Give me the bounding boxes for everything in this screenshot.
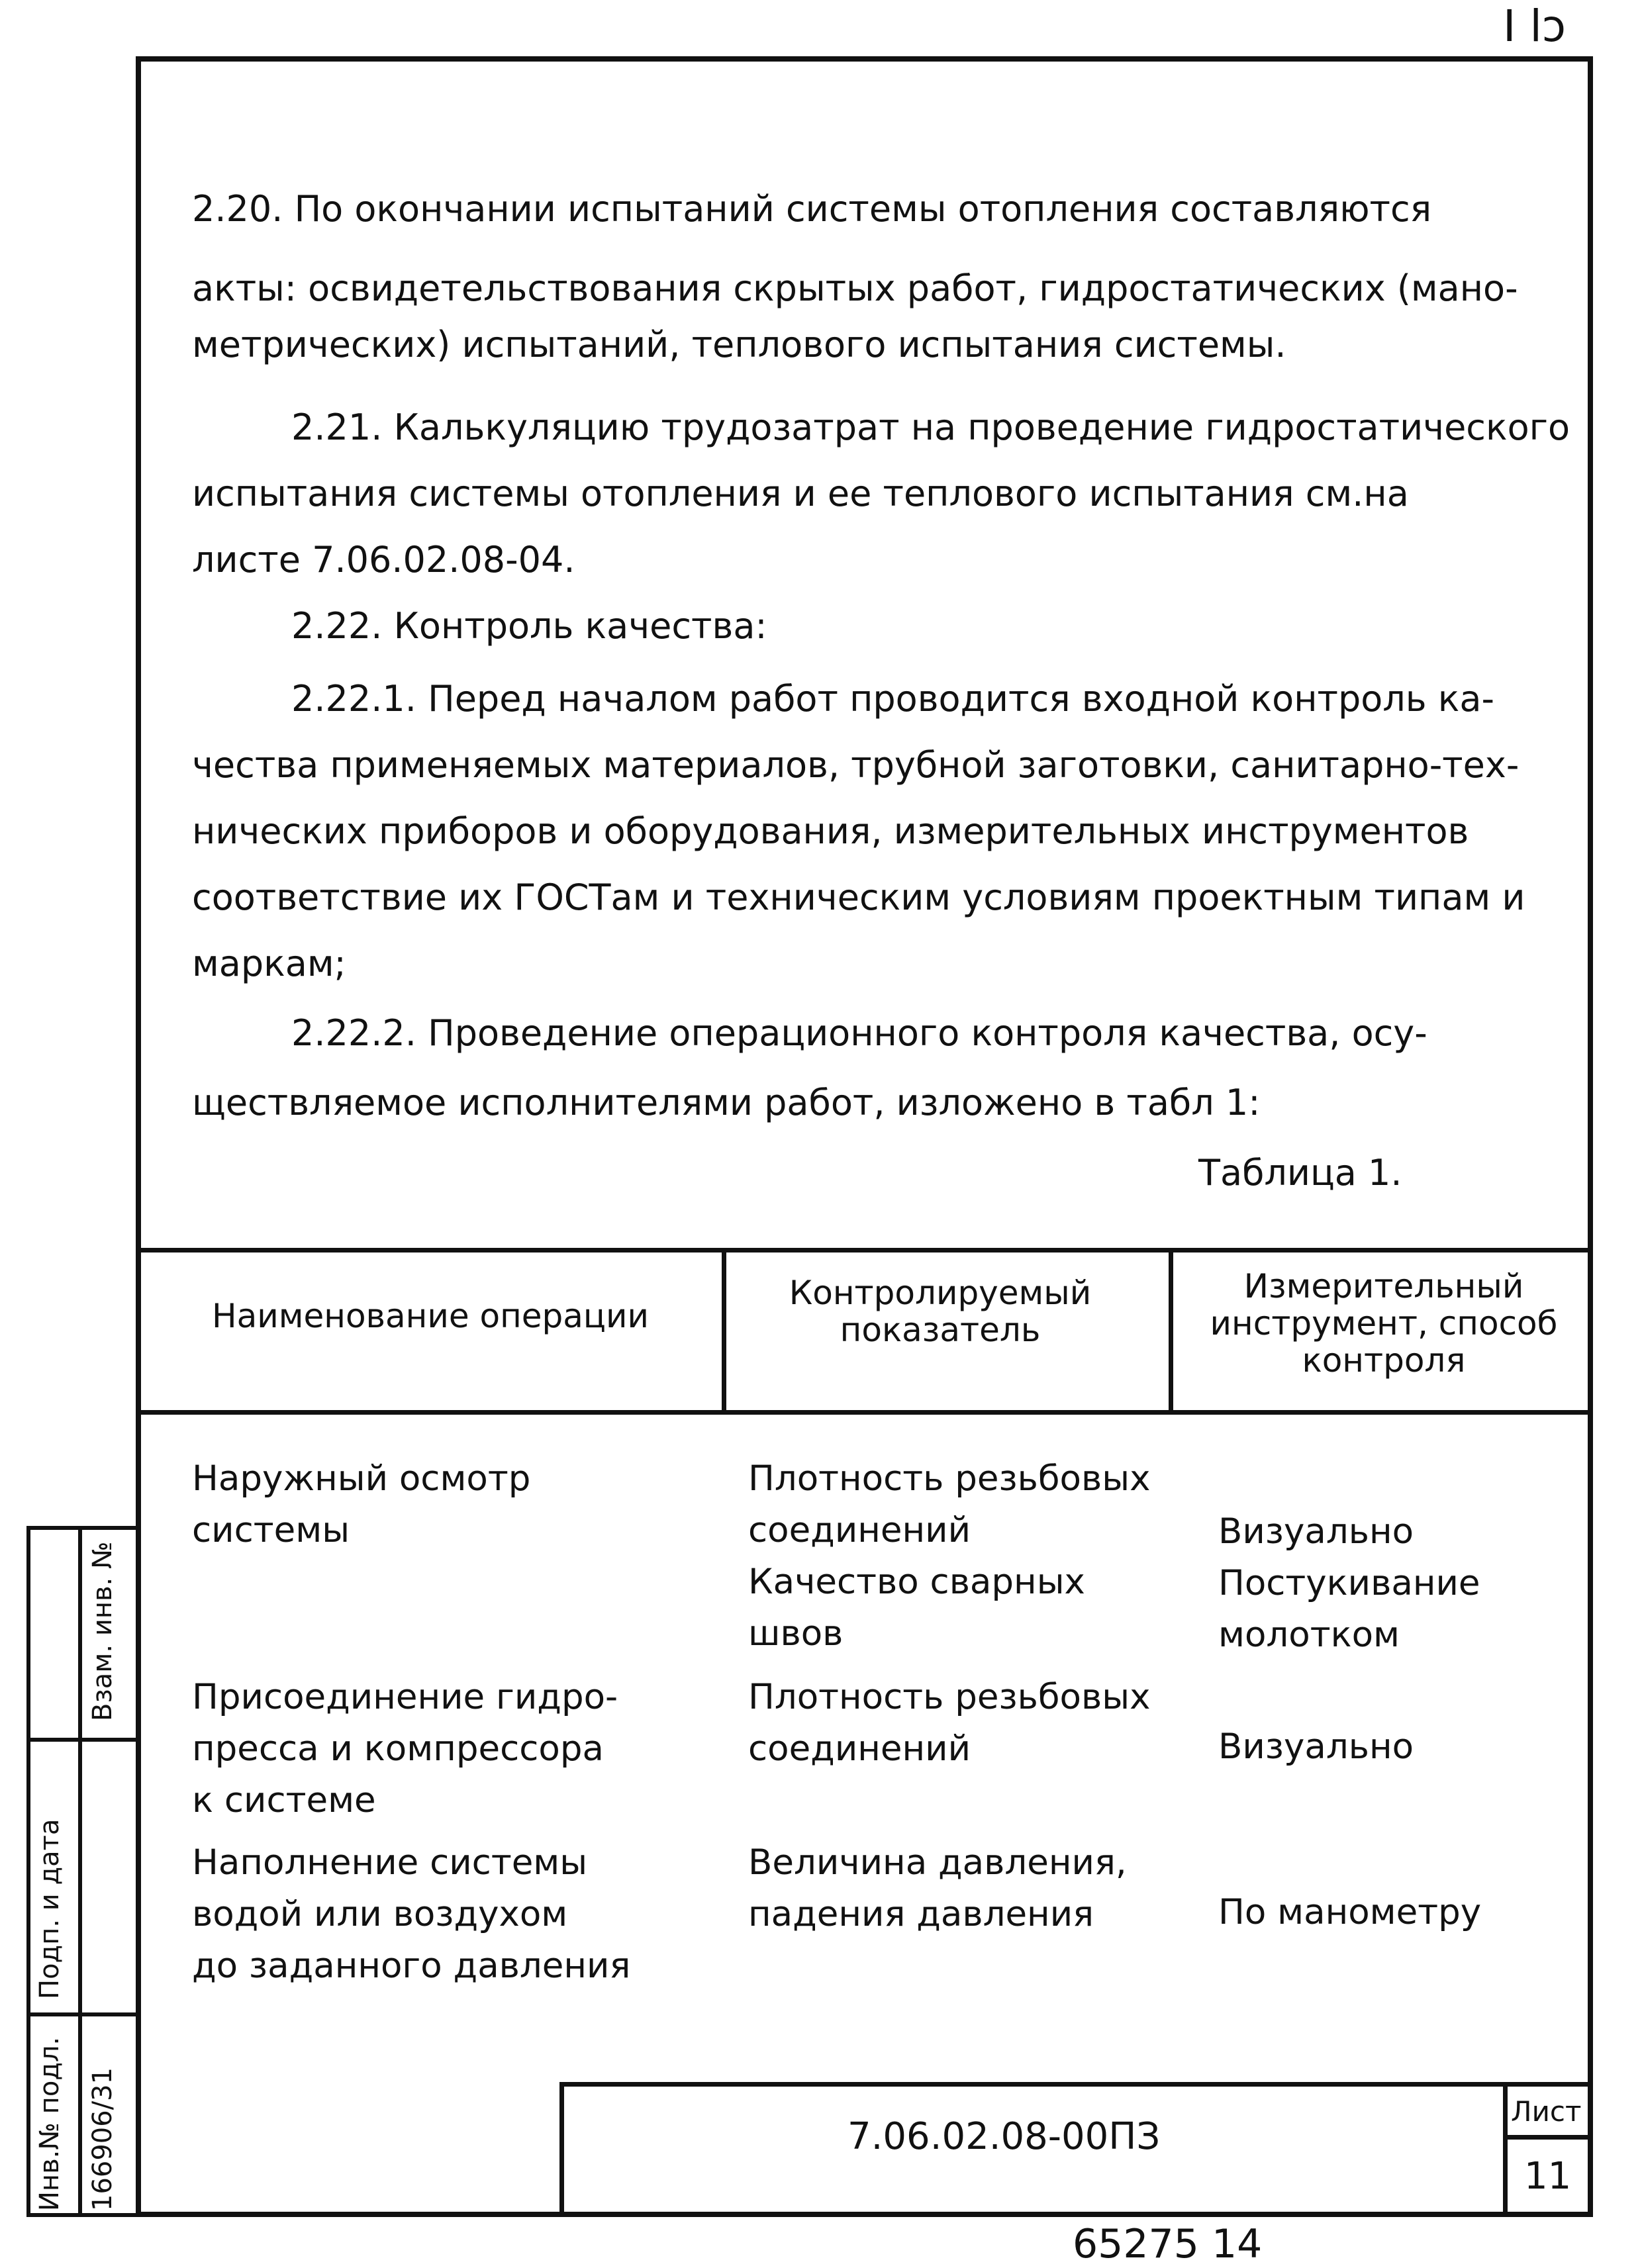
paragraph-2-22-line-1: 2.22. Контроль качества: (291, 605, 767, 647)
table-row-2-method: Визуально (1218, 1726, 1414, 1767)
table-header-indicator: Контролируемый показатель (789, 1274, 1092, 1349)
paragraph-2-22-2-line-1: 2.22.2. Проведение операционного контроля качества, осу- (291, 1012, 1427, 1054)
table-row-3-operation: Наполнение системы водой или воздухом до заданного давления (192, 1842, 631, 1986)
side-stamp-inv-label: Инв.№ подл. (34, 2036, 65, 2211)
table-header-bottom-line (136, 1410, 1593, 1415)
side-stamp-replace-label: Взам. инв. № (87, 1541, 118, 1721)
paragraph-2-22-1-line-4: соответствие их ГОСТам и техническим условиям проектным типам и (192, 876, 1525, 918)
paragraph-2-21-line-3: листе 7.06.02.08-04. (192, 539, 575, 581)
side-stamp-row-2 (26, 2012, 136, 2016)
table-row-3-method: По манометру (1218, 1892, 1482, 1932)
paragraph-2-20-line-3: метрических) испытаний, теплового испытания системы. (192, 324, 1286, 365)
bottom-archive-number: 65275 14 (1073, 2221, 1263, 2267)
side-stamp-sign-label: Подп. и дата (34, 1819, 65, 1999)
table-row-3-indicator: Величина давления, падения давления (748, 1842, 1127, 1934)
paragraph-2-20-line-1: 2.20. По окончании испытаний системы отопления составляются (192, 188, 1432, 230)
paragraph-2-22-1-line-1: 2.22.1. Перед началом работ проводится входной контроль ка- (291, 678, 1494, 720)
table-caption: Таблица 1. (1198, 1152, 1402, 1194)
stamp-sheet-divider (1503, 2082, 1508, 2217)
page-corner-mark: I lɔ (1503, 1, 1567, 52)
sheet-number: 11 (1524, 2155, 1572, 2198)
table-row-1-indicator: Плотность резьбовых соединений Качество сварных швов (748, 1458, 1151, 1654)
paragraph-2-21-line-2: испытания системы отопления и ее теплового испытания см.на (192, 473, 1409, 514)
stamp-left-line (559, 2082, 564, 2217)
table-col-divider-1 (722, 1248, 726, 1413)
paragraph-2-21-line-1: 2.21. Калькуляцию трудозатрат на проведение гидростатического (291, 406, 1570, 448)
table-row-2-operation: Присоединение гидро- пресса и компрессора к системе (192, 1677, 618, 1820)
document-code: 7.06.02.08-00ПЗ (847, 2115, 1161, 2158)
table-col-divider-2 (1169, 1248, 1173, 1413)
paragraph-2-20-line-2: акты: освидетельствования скрытых работ, гидростатических (мано- (192, 267, 1518, 309)
paragraph-2-22-2-line-2: ществляемое исполнителями работ, изложено в табл 1: (192, 1082, 1261, 1123)
side-stamp-row-1 (26, 1738, 136, 1742)
table-row-2-indicator: Плотность резьбовых соединений (748, 1677, 1151, 1769)
side-stamp-inv-value: 166906/31 (87, 2067, 118, 2211)
table-row-1-method: Визуально Постукивание молотком (1218, 1511, 1480, 1655)
table-row-1-operation: Наружный осмотр системы (192, 1458, 531, 1550)
table-top-line (136, 1248, 1593, 1252)
table-header-method: Измерительный инструмент, способ контроля (1210, 1267, 1558, 1380)
table-header-operation: Наименование операции (212, 1297, 649, 1335)
stamp-sheet-line (1503, 2135, 1593, 2140)
paragraph-2-22-1-line-2: чества применяемых материалов, трубной заготовки, санитарно-тех- (192, 744, 1520, 786)
stamp-top-line (559, 2082, 1593, 2087)
side-stamp-divider (78, 1526, 82, 2217)
paragraph-2-22-1-line-5: маркам; (192, 943, 346, 984)
sheet-label: Лист (1511, 2095, 1582, 2128)
paragraph-2-22-1-line-3: нических приборов и оборудования, измерительных инструментов (192, 810, 1469, 852)
